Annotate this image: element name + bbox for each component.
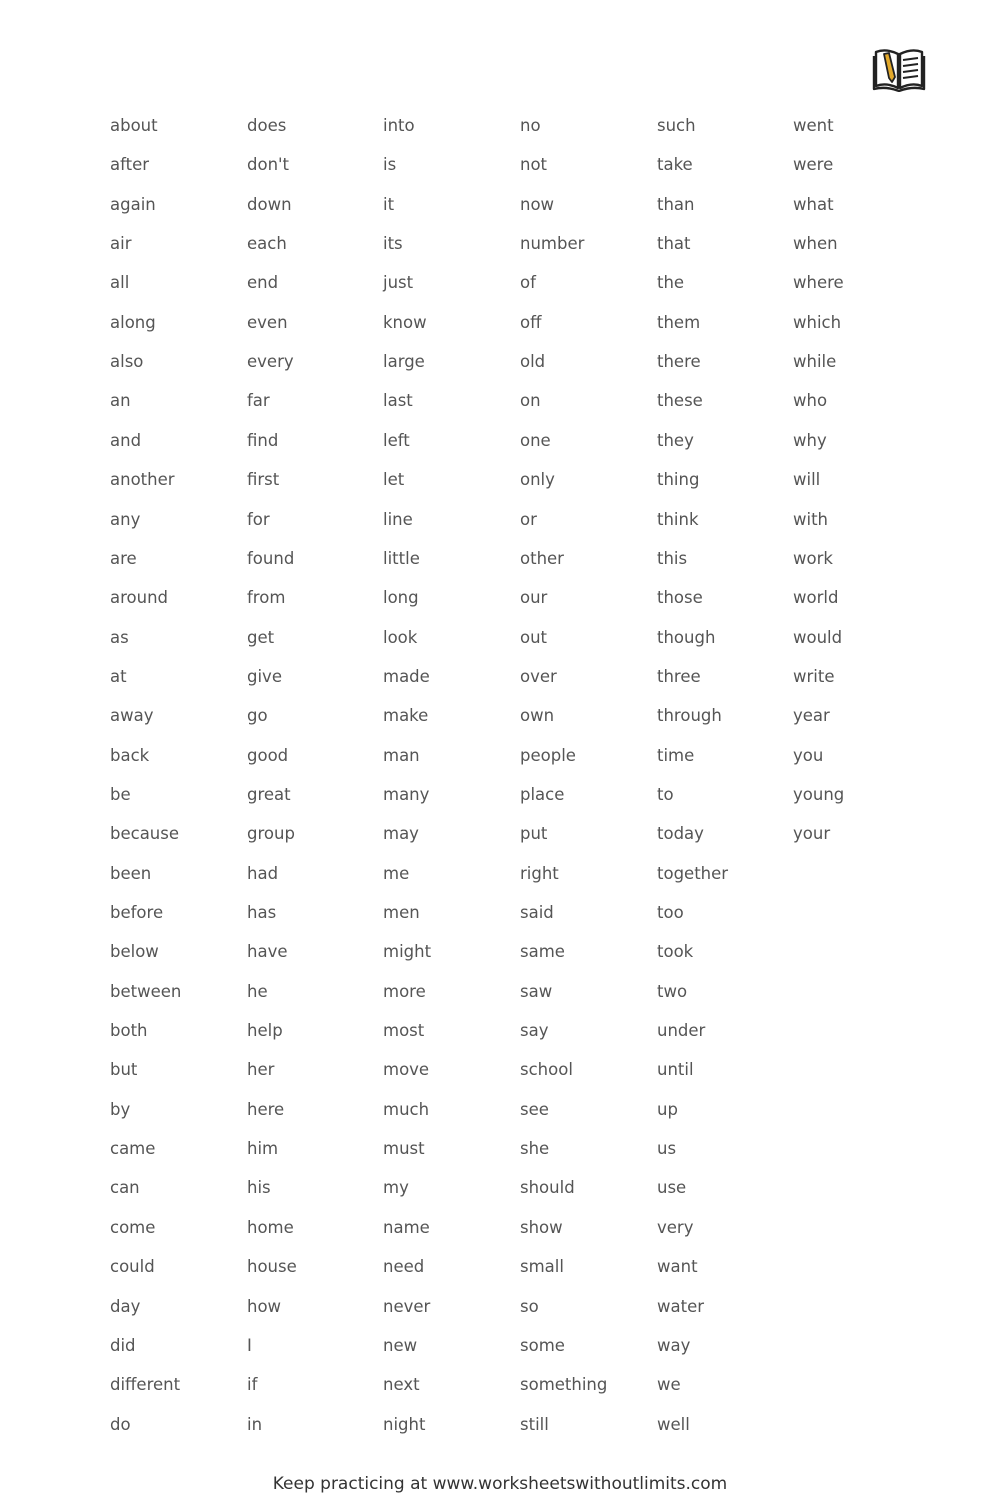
word-item: number — [520, 234, 585, 254]
word-item: she — [520, 1139, 550, 1159]
word-item: thing — [657, 470, 700, 490]
word-item: on — [520, 391, 541, 411]
word-item: far — [247, 391, 270, 411]
word-item: another — [110, 470, 175, 490]
word-item: of — [520, 273, 536, 293]
word-item: too — [657, 903, 684, 922]
word-item: say — [520, 1021, 549, 1041]
word-item: left — [383, 430, 410, 450]
word-item: made — [383, 666, 430, 686]
word-item: world — [793, 588, 839, 608]
word-item: give — [247, 666, 282, 686]
word-item: took — [657, 942, 694, 962]
word-item: also — [110, 352, 144, 372]
word-item: day — [110, 1296, 141, 1316]
word-item: we — [657, 1375, 681, 1395]
word-item: can — [110, 1178, 140, 1198]
word-item: out — [520, 627, 548, 647]
word-item: own — [520, 706, 555, 726]
word-item: for — [247, 509, 270, 529]
word-item: him — [247, 1139, 279, 1159]
word-item: great — [247, 784, 291, 804]
word-item: many — [383, 784, 430, 804]
word-item: right — [520, 863, 559, 883]
word-item: good — [247, 745, 289, 765]
word-item: which — [793, 312, 842, 332]
word-item: write — [793, 666, 835, 686]
word-item: my — [383, 1178, 409, 1198]
word-item: he — [247, 981, 268, 1001]
word-item: me — [383, 863, 410, 883]
word-item: put — [520, 824, 548, 844]
word-item: both — [110, 1021, 148, 1041]
word-item: after — [110, 155, 150, 175]
word-item: other — [520, 548, 564, 568]
word-item: such — [657, 116, 696, 135]
word-item: help — [247, 1021, 283, 1041]
word-item: as — [110, 627, 129, 647]
word-item: no — [520, 116, 541, 135]
word-item: her — [247, 1060, 275, 1080]
word-item: at — [110, 666, 127, 686]
word-item: more — [383, 981, 426, 1001]
word-item: with — [793, 509, 829, 529]
footer-text: Keep practicing at www.worksheetswithoutlimits.com — [272, 1474, 728, 1494]
word-item: old — [520, 352, 546, 372]
word-item: until — [657, 1060, 694, 1080]
word-item: today — [657, 824, 704, 844]
word-item: don't — [247, 155, 290, 175]
word-item: group — [247, 824, 295, 844]
word-item: again — [110, 194, 156, 214]
word-item: you — [793, 745, 824, 765]
word-item: year — [793, 706, 830, 726]
word-item: from — [247, 588, 286, 608]
word-item: let — [383, 470, 405, 490]
word-item: large — [383, 352, 425, 372]
word-item: what — [793, 194, 834, 214]
word-item: before — [110, 903, 164, 922]
word-item: just — [383, 273, 414, 293]
word-item: saw — [520, 981, 553, 1001]
word-item: this — [657, 548, 688, 568]
word-item: into — [383, 116, 415, 135]
word-item: those — [657, 588, 703, 608]
word-item: man — [383, 745, 420, 765]
word-item: home — [247, 1217, 294, 1237]
word-item: us — [657, 1139, 677, 1159]
word-item: all — [110, 273, 130, 293]
word-item: house — [247, 1257, 297, 1277]
word-item: are — [110, 548, 137, 568]
word-item: something — [520, 1375, 608, 1395]
word-item: next — [383, 1375, 420, 1395]
word-item: these — [657, 391, 703, 411]
word-item: school — [520, 1060, 573, 1080]
word-item: do — [110, 1414, 131, 1434]
word-item: different — [110, 1375, 181, 1395]
word-item: find — [247, 430, 279, 450]
word-item: had — [247, 863, 279, 883]
word-item: night — [383, 1414, 426, 1434]
word-item: off — [520, 312, 542, 332]
word-item: our — [520, 588, 548, 608]
word-item: said — [520, 903, 554, 922]
word-item: people — [520, 745, 576, 765]
word-item: place — [520, 784, 565, 804]
word-item: long — [383, 588, 419, 608]
word-item: along — [110, 312, 156, 332]
word-item: work — [793, 548, 833, 568]
word-item: water — [657, 1296, 705, 1316]
word-item: is — [383, 155, 397, 175]
word-item: line — [383, 509, 413, 529]
word-item: be — [110, 784, 131, 804]
word-item: make — [383, 706, 429, 726]
word-item: might — [383, 942, 432, 962]
word-item: name — [383, 1217, 430, 1237]
word-item: them — [657, 312, 701, 332]
word-item: go — [247, 706, 268, 726]
word-item: where — [793, 273, 844, 293]
word-item: each — [247, 234, 287, 254]
word-item: it — [383, 194, 395, 214]
word-item: who — [793, 391, 828, 411]
word-item: most — [383, 1021, 425, 1041]
word-item: through — [657, 706, 722, 726]
word-item: while — [793, 352, 837, 372]
word-item: think — [657, 509, 699, 529]
word-item: if — [247, 1375, 258, 1395]
word-item: why — [793, 430, 827, 450]
word-item: up — [657, 1099, 678, 1119]
word-item: take — [657, 155, 693, 175]
word-item: have — [247, 942, 288, 962]
word-item: must — [383, 1139, 425, 1159]
word-item: never — [383, 1296, 431, 1316]
word-item: get — [247, 627, 275, 647]
word-item: come — [110, 1217, 156, 1237]
word-item: how — [247, 1296, 282, 1316]
word-item: one — [520, 430, 551, 450]
word-item: I — [247, 1335, 252, 1355]
word-item: down — [247, 194, 292, 214]
word-item: his — [247, 1178, 271, 1198]
word-item: show — [520, 1217, 563, 1237]
word-item: now — [520, 194, 555, 214]
word-item: even — [247, 312, 288, 332]
word-item: look — [383, 627, 418, 647]
word-item: but — [110, 1060, 138, 1080]
word-item: been — [110, 863, 152, 883]
word-item: there — [657, 352, 701, 372]
word-item: see — [520, 1099, 549, 1119]
word-item: not — [520, 155, 548, 175]
word-item: still — [520, 1414, 549, 1434]
word-item: could — [110, 1257, 155, 1277]
word-item: way — [657, 1335, 691, 1355]
word-item: went — [793, 116, 834, 135]
word-item: its — [383, 234, 403, 254]
word-item: by — [110, 1099, 131, 1119]
word-item: together — [657, 863, 729, 883]
word-item: your — [793, 824, 831, 844]
word-item: or — [520, 509, 537, 529]
word-item: small — [520, 1257, 564, 1277]
word-item: air — [110, 234, 132, 254]
word-item: know — [383, 312, 427, 332]
word-item: does — [247, 116, 287, 135]
word-item: little — [383, 548, 420, 568]
word-item: to — [657, 784, 674, 804]
word-item: some — [520, 1335, 565, 1355]
word-item: move — [383, 1060, 430, 1080]
word-item: were — [793, 155, 834, 175]
word-item: between — [110, 981, 182, 1001]
word-item: well — [657, 1414, 690, 1434]
word-item: should — [520, 1178, 575, 1198]
word-item: very — [657, 1217, 694, 1237]
word-item: came — [110, 1139, 156, 1159]
word-item: new — [383, 1335, 418, 1355]
word-item: because — [110, 824, 180, 844]
word-item: three — [657, 666, 701, 686]
word-item: first — [247, 470, 280, 490]
word-item: every — [247, 352, 294, 372]
word-item: will — [793, 470, 821, 490]
word-item: last — [383, 391, 413, 411]
word-item: they — [657, 430, 694, 450]
word-item: though — [657, 627, 716, 647]
word-item: about — [110, 116, 158, 135]
word-item: and — [110, 430, 142, 450]
word-item: away — [110, 706, 154, 726]
word-item: men — [383, 903, 420, 922]
word-item: use — [657, 1178, 687, 1198]
word-item: time — [657, 745, 695, 765]
word-item: back — [110, 745, 150, 765]
word-item: only — [520, 470, 555, 490]
word-item: in — [247, 1414, 263, 1434]
word-item: did — [110, 1335, 136, 1355]
word-item: under — [657, 1021, 706, 1041]
word-item: much — [383, 1099, 430, 1119]
word-item: when — [793, 234, 838, 254]
word-item: any — [110, 509, 141, 529]
word-item: over — [520, 666, 557, 686]
word-item: so — [520, 1296, 539, 1316]
word-item: around — [110, 588, 169, 608]
word-item: want — [657, 1257, 698, 1277]
word-item: two — [657, 981, 688, 1001]
word-item: same — [520, 942, 565, 962]
word-item: young — [793, 784, 845, 804]
word-item: an — [110, 391, 131, 411]
word-item: has — [247, 903, 277, 922]
word-item: would — [793, 627, 843, 647]
word-item: that — [657, 234, 691, 254]
word-item: below — [110, 942, 159, 962]
word-item: need — [383, 1257, 425, 1277]
word-item: may — [383, 824, 419, 844]
word-item: end — [247, 273, 279, 293]
book-pencil-icon — [872, 44, 926, 92]
word-item: here — [247, 1099, 285, 1119]
word-item: than — [657, 194, 695, 214]
word-item: found — [247, 548, 295, 568]
word-item: the — [657, 273, 685, 293]
